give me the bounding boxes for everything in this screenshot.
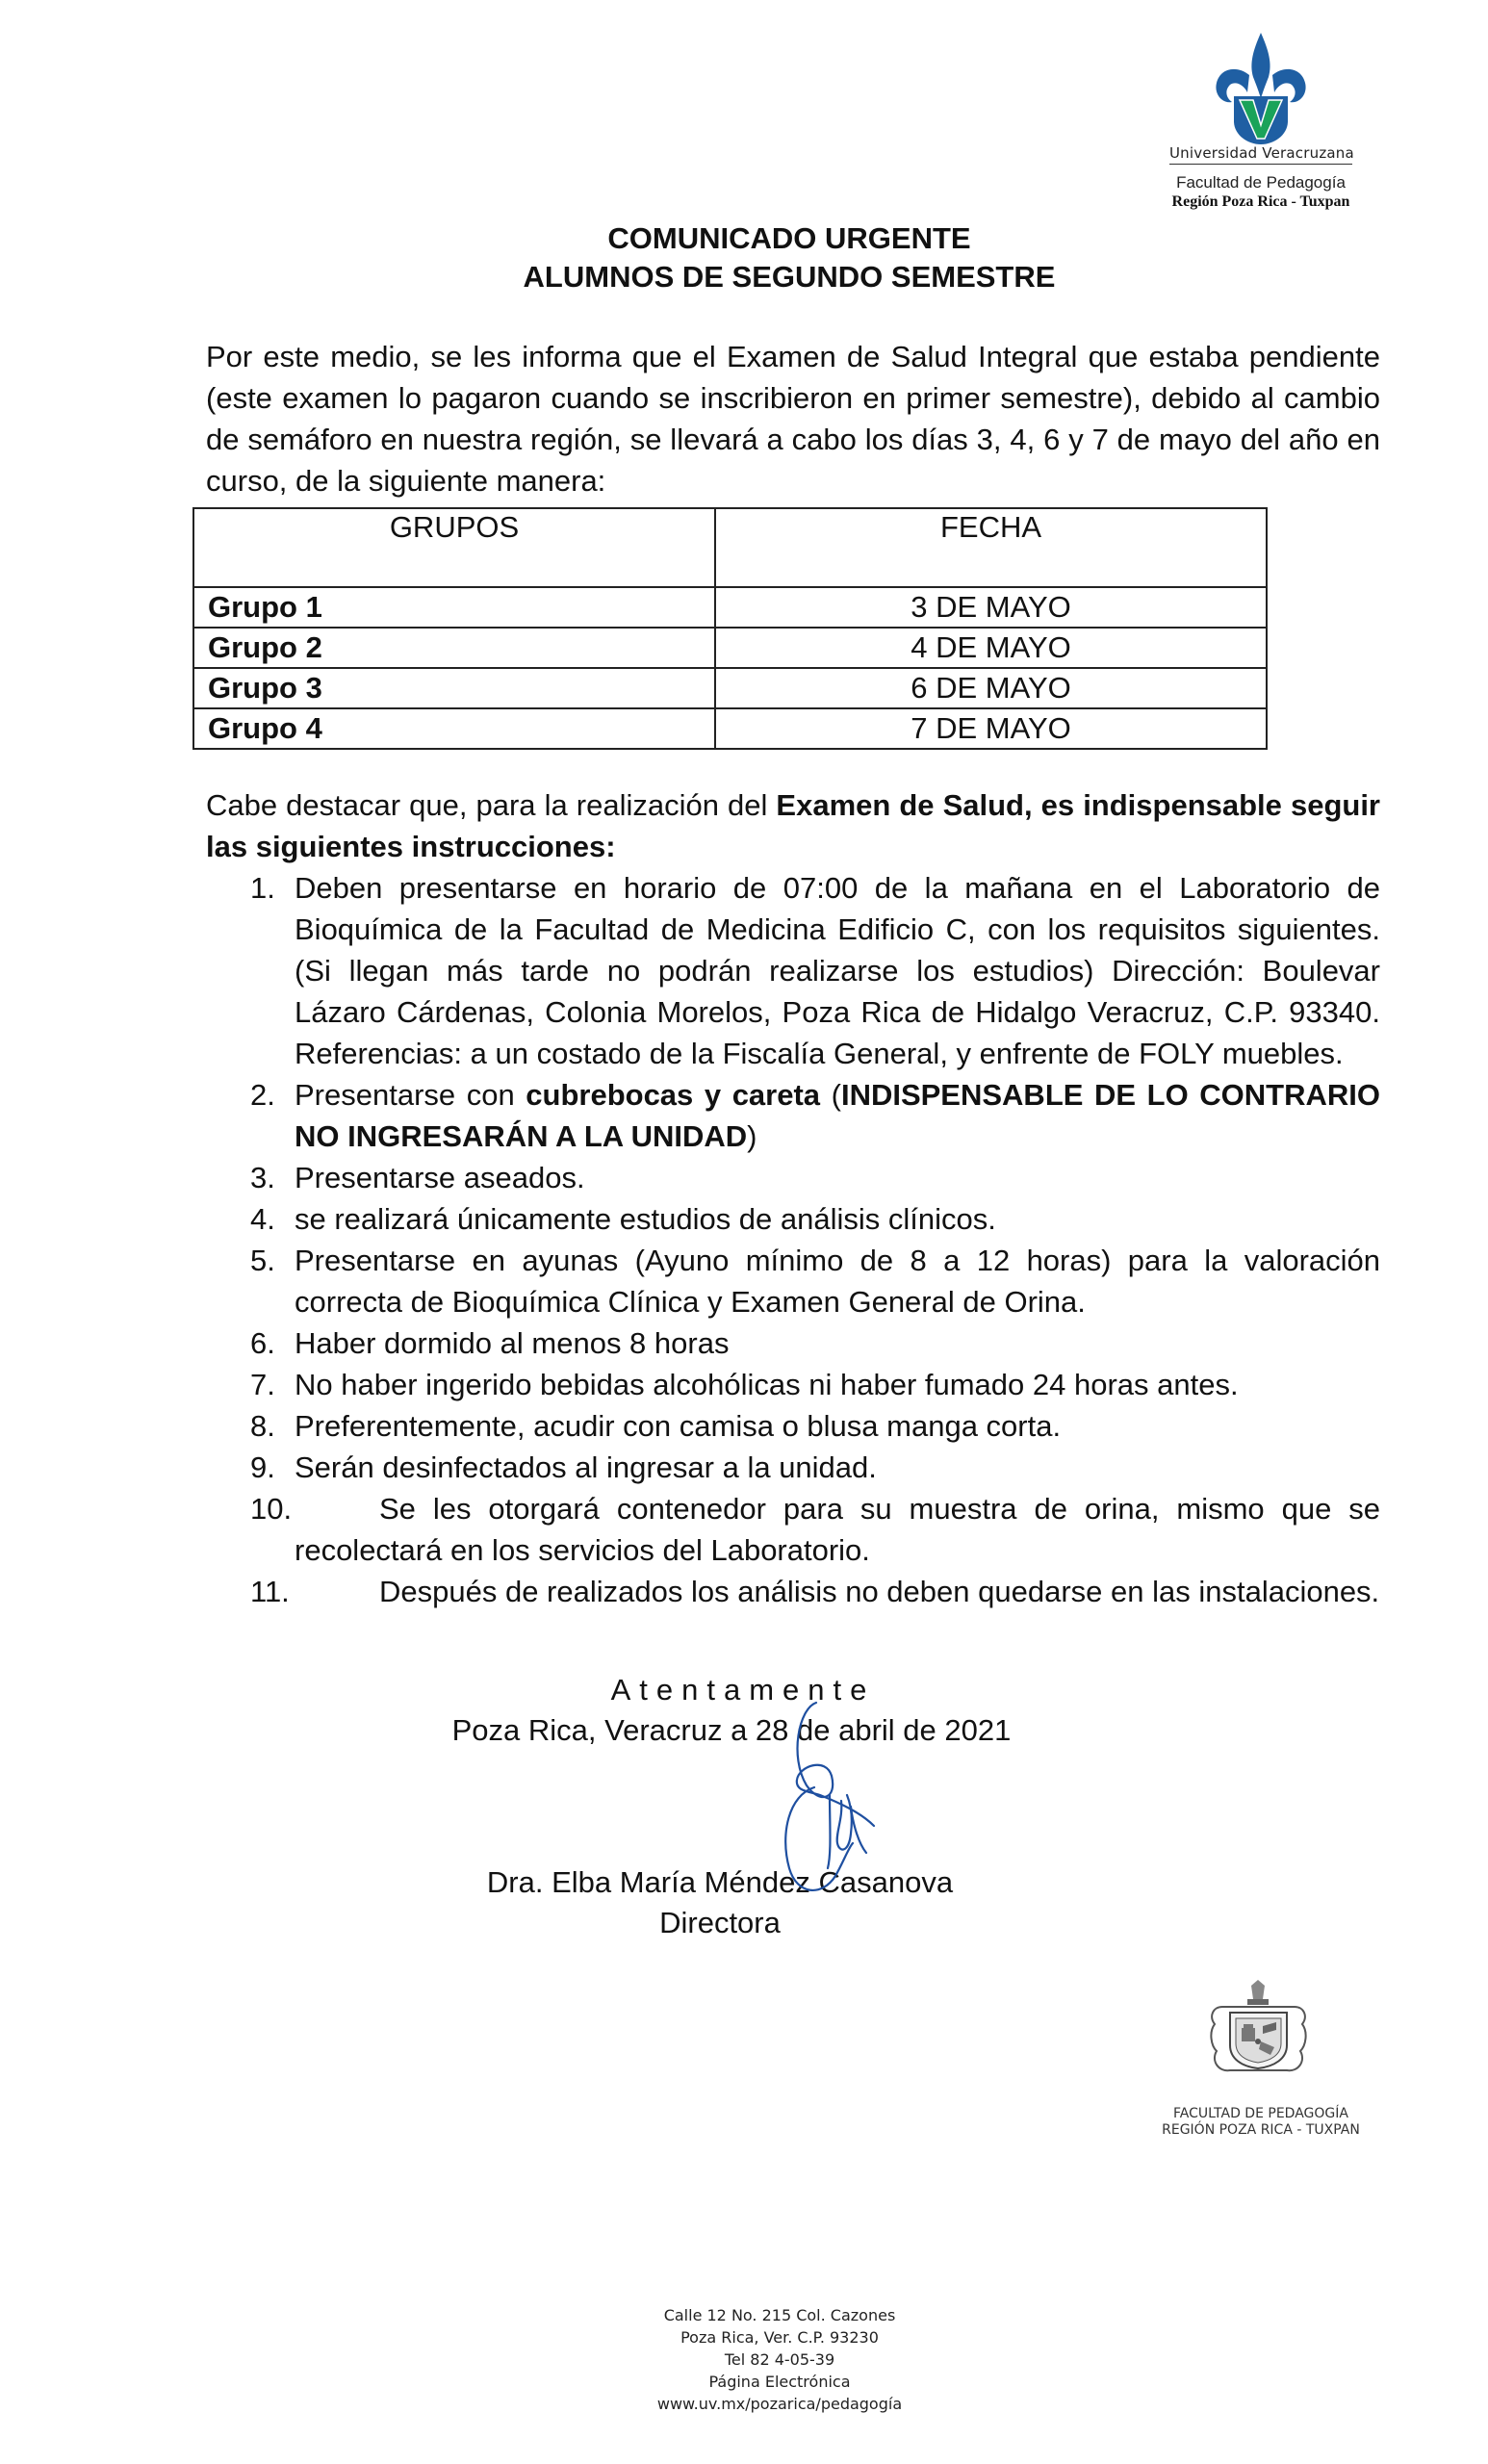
seal-caption-faculty: FACULTAD DE PEDAGOGÍA [1173,2106,1348,2121]
item-bold: INDISPENSABLE DE LO CONTRARIO NO INGRESARÁN A LA UNIDAD [295,1078,1380,1153]
list-item [206,1322,1380,1364]
item-text: ) [747,1119,757,1153]
list-item [206,1405,1380,1447]
intro-paragraph: Por este medio, se les informa que el Examen de Salud Integral que estaba pendiente (este examen lo pagaron cuando se inscribieron en primer semestre), debido al cambio de semáforo en nuestra región, se llevará a cabo los días 3, 4, 6 y 7 de mayo del año en curso, de la siguiente manera: [206,340,1380,498]
date-cell: 6 DE MAYO [715,668,1267,708]
group-cell: Grupo 3 [193,668,715,708]
item-number: 10. [250,1492,293,1526]
faculty-region: Región Poza Rica - Tuxpan [1171,193,1350,210]
table-header-row [193,508,1267,587]
table-row [193,587,1267,628]
date-cell: 3 DE MAYO [715,587,1267,628]
footer-contact [577,2304,982,2415]
item-number: 11. [250,1575,290,1608]
column-header-date: FECHA [715,508,1267,587]
item-text: Deben presentarse en horario de 07:00 de la mañana en el Laboratorio de Bioquímica de la Facultad de Medicina Edificio C, con los requisitos siguientes. (Si llegan más tarde no podrán realizarse los estudios) Dirección: Boulevar Lázaro Cárdenas, Colonia Morelos, Poza Rica de Hidalgo Veracruz, C.P. 93340. Referencias: a un costado de la Fiscalía General, y enfrente de FOLY muebles. [295,871,1380,1070]
item-text: Se les otorgará contenedor para su muestra de orina, mismo que se recolectará en los servicios del Laboratorio. [295,1492,1380,1567]
faculty-seal [1203,1978,1314,2082]
university-name: Universidad Veracruzana [1169,144,1352,165]
note-bold: Examen de Salud, es indispensable seguir las siguientes instrucciones: [206,788,1380,863]
column-header-groups: GRUPOS [193,508,715,587]
closing-block [206,1670,1380,1943]
university-seal-icon [1203,1978,1314,2082]
signer-role: Directora [659,1906,781,1939]
group-cell: Grupo 2 [193,628,715,668]
footer-web-label: Página Electrónica [708,2373,851,2391]
list-item [206,867,1380,1074]
item-number: 6. [250,1326,275,1360]
item-text: Serán desinfectados al ingresar a la unidad. [295,1450,877,1484]
closing-salutation: Atentamente [610,1673,876,1707]
table-row [193,708,1267,749]
date-cell: 4 DE MAYO [715,628,1267,668]
item-text: ( [820,1078,841,1112]
item-text: No haber ingerido bebidas alcohólicas ni haber fumado 24 horas antes. [295,1368,1239,1401]
list-item [206,1488,1380,1571]
item-number: 7. [250,1368,275,1401]
document-subtitle: ALUMNOS DE SEGUNDO SEMESTRE [523,260,1056,294]
table-row [193,628,1267,668]
item-number: 4. [250,1202,275,1236]
fleur-de-lis-logo-icon [1193,29,1328,146]
list-item [206,1571,1380,1612]
item-text: Preferentemente, acudir con camisa o blusa manga corta. [295,1409,1062,1443]
document-title: COMUNICADO URGENTE [607,221,971,255]
list-item [206,1364,1380,1405]
item-number: 8. [250,1409,275,1443]
date-cell: 7 DE MAYO [715,708,1267,749]
item-text: se realizará únicamente estudios de análisis clínicos. [295,1202,996,1236]
item-number: 3. [250,1161,275,1194]
list-item [206,1240,1380,1322]
list-item [206,1198,1380,1240]
list-item [206,1157,1380,1198]
item-text: Presentarse aseados. [295,1161,585,1194]
place-date: Poza Rica, Veracruz a 28 de abril de 2021 [451,1713,1012,1747]
footer-website-link[interactable]: www.uv.mx/pozarica/pedagogía [656,2395,903,2413]
group-cell: Grupo 4 [193,708,715,749]
footer-address: Calle 12 No. 215 Col. Cazones [663,2306,896,2324]
item-number: 9. [250,1450,275,1484]
group-cell: Grupo 1 [193,587,715,628]
table-row [193,668,1267,708]
instructions-intro [206,784,1380,867]
list-item [206,1447,1380,1488]
item-text: Después de realizados los análisis no deben quedarse en las instalaciones. [379,1575,1380,1608]
item-text: Haber dormido al menos 8 horas [295,1326,730,1360]
item-text: Presentarse con [295,1078,526,1112]
university-logo [1193,29,1328,146]
instructions-list [206,867,1380,1612]
seal-caption-region: REGIÓN POZA RICA - TUXPAN [1162,2122,1360,2138]
item-text: Presentarse en ayunas (Ayuno mínimo de 8 a 12 horas) para la valoración correcta de Bioquímica Clínica y Examen General de Orina. [295,1244,1380,1319]
item-number: 5. [250,1244,275,1277]
item-number: 1. [250,871,275,905]
signer-name: Dra. Elba María Méndez Casanova [486,1865,954,1899]
footer-city: Poza Rica, Ver. C.P. 93230 [680,2328,879,2347]
item-bold: cubrebocas y careta [526,1078,821,1112]
note-text: Cabe destacar que, para la realización del [206,788,777,822]
footer-phone: Tel 82 4-05-39 [724,2350,835,2369]
document-body [206,219,1380,1943]
item-number: 2. [250,1078,275,1112]
list-item [206,1074,1380,1157]
faculty-name: Facultad de Pedagogía [1176,173,1346,192]
schedule-table [192,507,1268,750]
